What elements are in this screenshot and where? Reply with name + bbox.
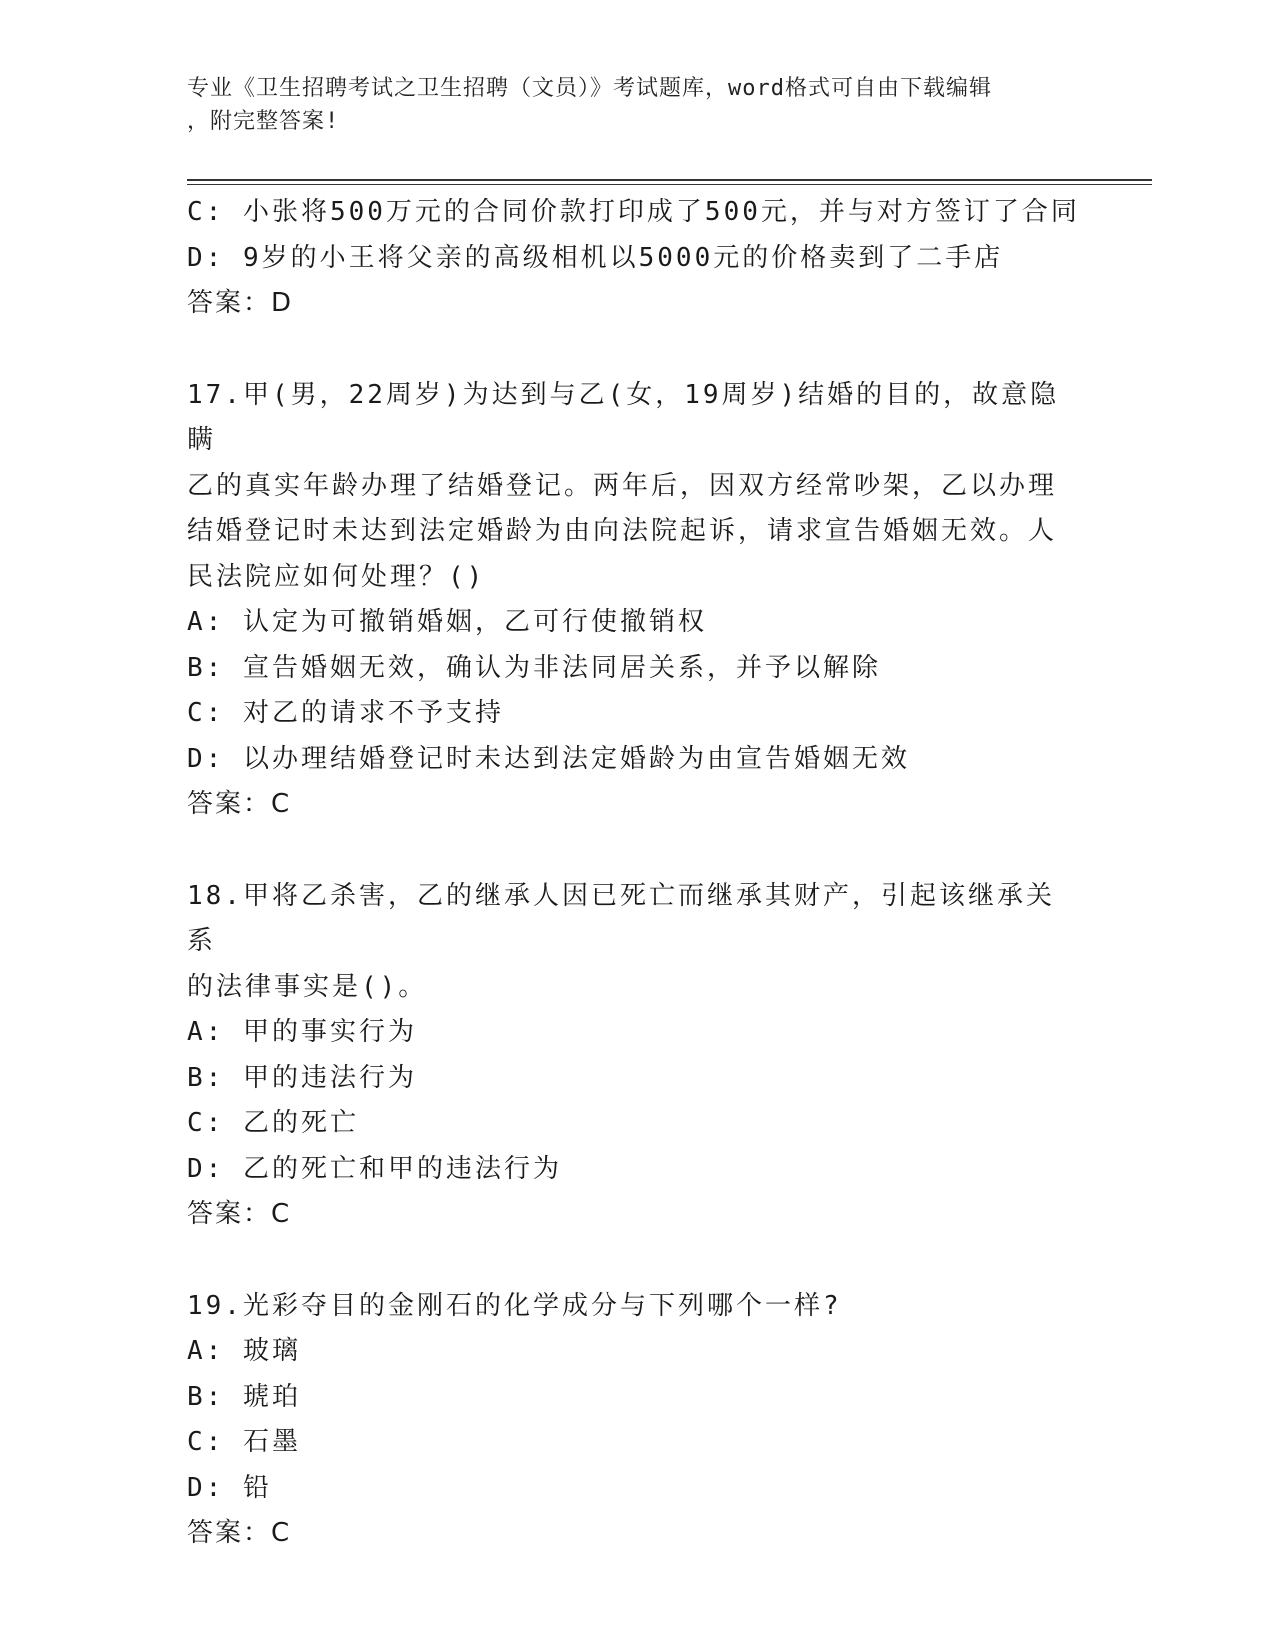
option-b: B: 琥珀 (187, 1381, 301, 1412)
question-stem (187, 1284, 1067, 1330)
option-d: D: 9岁的小王将父亲的高级相机以5000元的价格卖到了二手店 (187, 242, 1004, 273)
option-b: B: 宣告婚姻无效，确认为非法同居关系，并予以解除 (187, 652, 881, 683)
stem-line: 结婚登记时未达到法定婚龄为由向法院起诉，请求宣告婚姻无效。人 (187, 516, 1058, 546)
answer-line: 答案：D (187, 288, 294, 318)
stem-line: 的法律事实是()。 (187, 971, 428, 1002)
option-c: C: 乙的死亡 (187, 1108, 359, 1138)
document-header (187, 72, 1067, 138)
answer-line: 答案：C (187, 1518, 292, 1548)
stem-line: 18.甲将乙杀害，乙的继承人因已死亡而继承其财产，引起该继承关系 (187, 880, 1055, 956)
option-a: A: 玻璃 (187, 1336, 301, 1366)
option-c: C: 小张将500万元的合同价款打印成了500元，并与对方签订了合同 (187, 197, 1080, 227)
question-stem (187, 373, 1067, 601)
header-divider-thick (187, 179, 1152, 181)
option-b: B: 甲的违法行为 (187, 1062, 417, 1093)
option-a: A: 认定为可撤销婚姻，乙可行使撤销权 (187, 607, 707, 637)
option-d: D: 乙的死亡和甲的违法行为 (187, 1153, 562, 1184)
header-line-2: ，附完整答案! (187, 109, 340, 134)
header-line-1: 专业《卫生招聘考试之卫生招聘（文员）》考试题库，word格式可自由下载编辑 (187, 76, 992, 101)
question-stem (187, 874, 1067, 1011)
carryover-question (187, 190, 1087, 327)
question-list (187, 190, 1087, 1557)
question-18 (187, 874, 1087, 1238)
answer-line: 答案：C (187, 789, 292, 819)
stem-line: 19.光彩夺目的金刚石的化学成分与下列哪个一样? (187, 1290, 842, 1321)
option-d: D: 以办理结婚登记时未达到法定婚龄为由宣告婚姻无效 (187, 743, 910, 774)
stem-line: 17.甲(男，22周岁)为达到与乙(女，19周岁)结婚的目的，故意隐瞒 (187, 379, 1060, 455)
header-divider-thin (187, 184, 1152, 185)
option-a: A: 甲的事实行为 (187, 1017, 417, 1047)
option-d: D: 铅 (187, 1472, 272, 1503)
option-c: C: 石墨 (187, 1427, 301, 1457)
stem-line: 乙的真实年龄办理了结婚登记。两年后，因双方经常吵架，乙以办理 (187, 470, 1058, 501)
answer-line: 答案：C (187, 1199, 292, 1229)
option-c: C: 对乙的请求不予支持 (187, 698, 504, 728)
question-19 (187, 1284, 1087, 1557)
question-17 (187, 373, 1087, 828)
stem-line: 民法院应如何处理？() (187, 561, 486, 592)
